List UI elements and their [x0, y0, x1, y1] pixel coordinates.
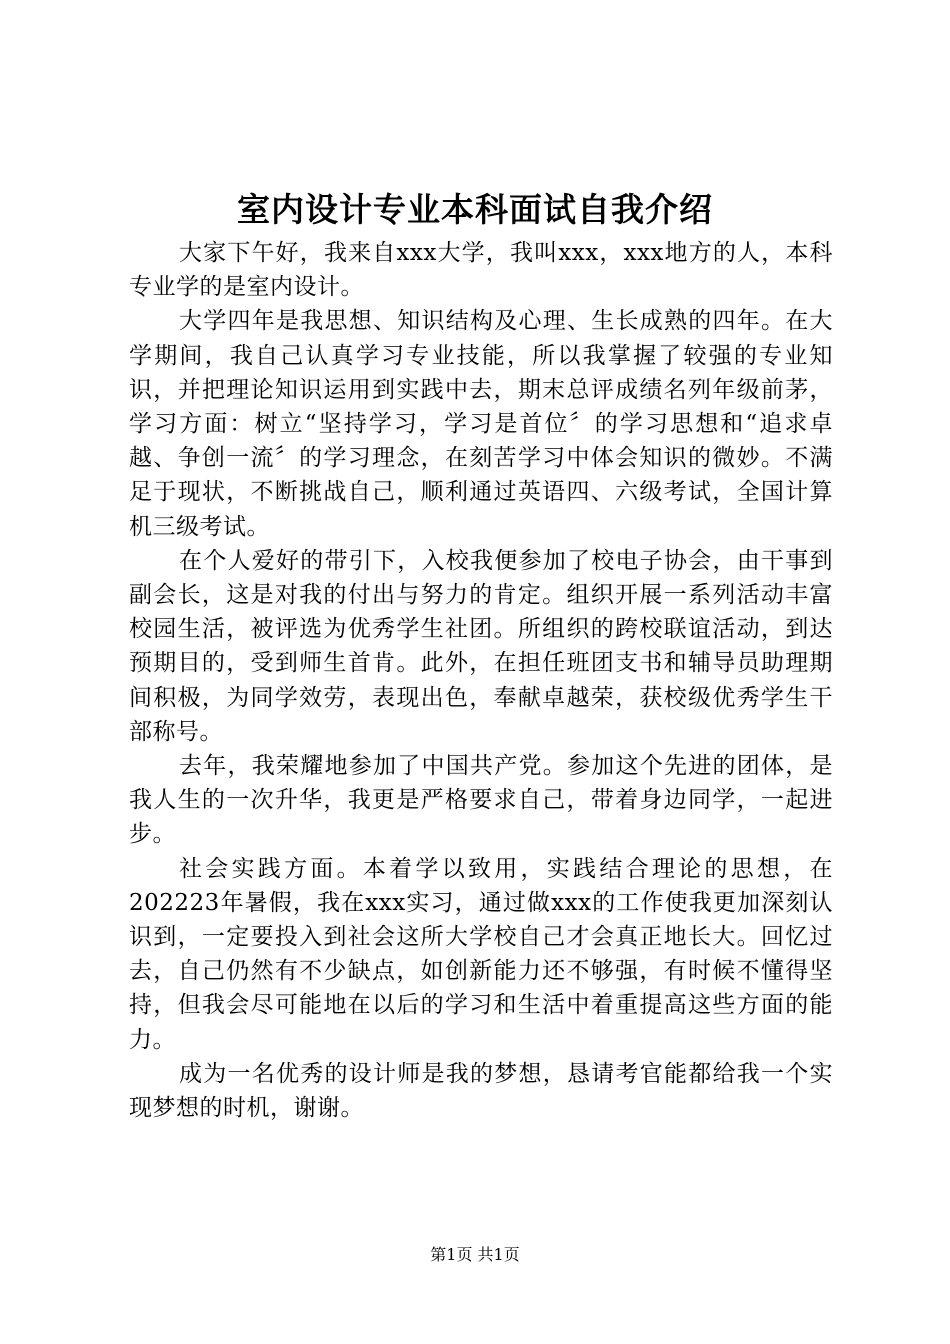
paragraph-practice: 社会实践方面。本着学以致用，实践结合理论的思想，在202223年暑假，我在xxx实习，通过做xxx的工作使我更加深刻认识到，一定要投入到社会这所大学校自己才会真正地长大。回忆过去，自己仍然有不少缺点，如创新能力还不够强，有时候不懂得坚持，但我会尽可能地在以后的学习和生活中着重提高这些方面的能力。 — [129, 855, 833, 1053]
paragraph-greeting: 大家下午好，我来自xxx大学，我叫xxx，xxx地方的人，本科专业学的是室内设计。 — [129, 240, 833, 301]
document-body — [129, 236, 833, 1125]
document-title: 室内设计专业本科面试自我介绍 — [237, 190, 713, 229]
page-number-footer: 第1页 共1页 — [430, 1245, 520, 1264]
paragraph-study: 大学四年是我思想、知识结构及心理、生长成熟的四年。在大学期间，我自己认真学习专业技能，所以我掌握了较强的专业知识，并把理论知识运用到实践中去，期末总评成绩名列年级前茅，学习方面：树立“坚持学习，学习是首位〞的学习思想和“追求卓越、争创一流〞的学习理念，在刻苦学习中体会知识的微妙。不满足于现状，不断挑战自己，顺利通过英语四、六级考试，全国计算机三级考试。 — [129, 308, 833, 540]
paragraph-closing: 成为一名优秀的设计师是我的梦想，恳请考官能都给我一个实现梦想的时机，谢谢。 — [129, 1060, 833, 1122]
paragraph-activities: 在个人爱好的带引下，入校我便参加了校电子协会，由干事到副会长，这是对我的付出与努力的肯定。组织开展一系列活动丰富校园生活，被评选为优秀学生社团。所组织的跨校联谊活动，到达预期目的，受到师生首肯。此外，在担任班团支书和辅导员助理期间积极，为同学效劳，表现出色，奉献卓越荣，获校级优秀学生干部称号。 — [129, 547, 833, 745]
paragraph-party: 去年，我荣耀地参加了中国共产党。参加这个先进的团体，是我人生的一次升华，我更是严格要求自己，带着身边同学，一起进步。 — [129, 753, 833, 848]
